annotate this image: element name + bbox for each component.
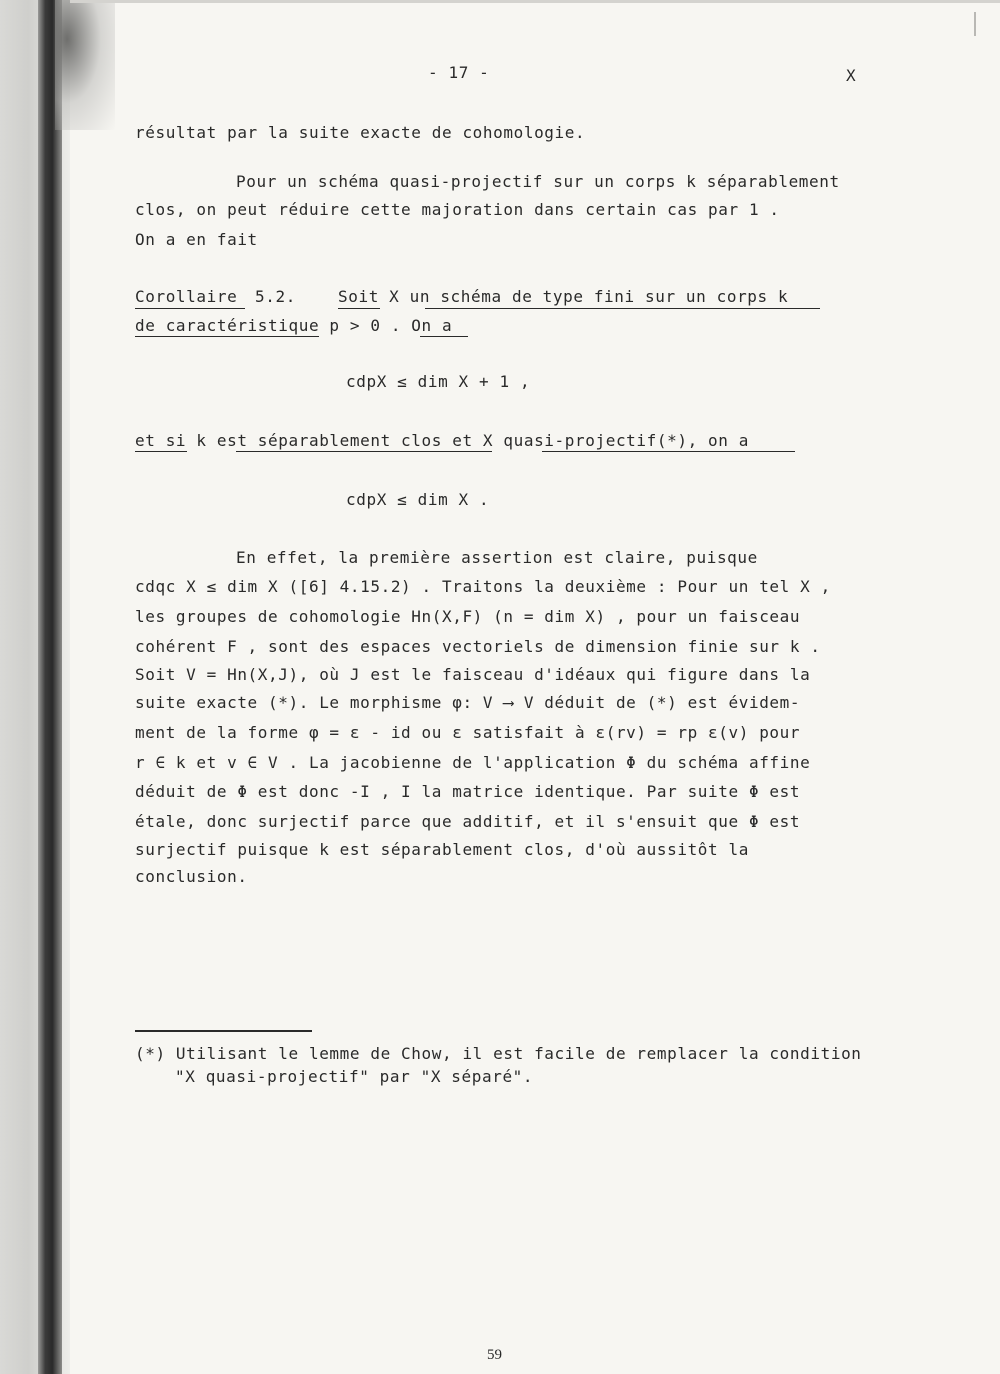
text-line: Pour un schéma quasi-projectif sur un corps k séparablement xyxy=(236,172,840,191)
underline xyxy=(135,308,245,309)
text-line: cohérent F , sont des espaces vectoriels de dimension finie sur k . xyxy=(135,637,821,656)
underline xyxy=(236,451,492,452)
page-number: 59 xyxy=(487,1347,502,1363)
formula-text: cdpX ≤ dim X . xyxy=(346,490,490,509)
text-line: clos, on peut réduire cette majoration dans certain cas par 1 . xyxy=(135,200,780,219)
section-letter: X xyxy=(846,66,857,85)
text-line: On a en fait xyxy=(135,230,258,249)
binding-shadow xyxy=(38,0,62,1374)
formula-cd-dim xyxy=(346,490,489,510)
text-line: suite exacte (*). Le morphisme φ: V ⟶ V déduit de (*) est évidem- xyxy=(135,693,801,712)
scan-blot xyxy=(55,0,115,130)
text-line: résultat par la suite exacte de cohomologie. xyxy=(135,123,586,142)
margin-mark xyxy=(974,12,976,36)
text-line: conclusion. xyxy=(135,867,248,886)
text-line: déduit de Φ est donc -I , I la matrice identique. Par suite Φ est xyxy=(135,782,801,801)
underline xyxy=(420,336,468,337)
text-line: En effet, la première assertion est claire, puisque xyxy=(236,548,758,567)
page-label: - 17 - xyxy=(428,63,490,82)
underline xyxy=(338,308,380,309)
text-line: les groupes de cohomologie Hn(X,F) (n = dim X) , pour un faisceau xyxy=(135,607,801,626)
footnote-line: (*) Utilisant le lemme de Chow, il est facile de remplacer la condition xyxy=(135,1044,862,1063)
top-edge xyxy=(70,0,1000,3)
text-line: surjectif puisque k est séparablement clos, d'où aussitôt la xyxy=(135,840,749,859)
underline xyxy=(542,451,795,452)
underline xyxy=(425,308,820,309)
footnote-line: "X quasi-projectif" par "X séparé". xyxy=(175,1067,534,1086)
text-line: Soit V = Hn(X,J), où J est le faisceau d'idéaux qui figure dans la xyxy=(135,665,811,684)
formula-cd-dim-plus-one xyxy=(346,372,530,392)
text-line: cdqc X ≤ dim X ([6] 4.15.2) . Traitons la deuxième : Pour un tel X , xyxy=(135,577,831,596)
corollary-number: 5.2. xyxy=(255,287,296,306)
corollary-label: Corollaire xyxy=(135,287,238,306)
corollary-text: Soit X un schéma de type fini sur un corps k xyxy=(338,287,789,306)
corollary-text: et si k est séparablement clos et X quasi-projectif(*), on a xyxy=(135,431,749,450)
formula-text: cdpX ≤ dim X + 1 , xyxy=(346,372,531,391)
underline xyxy=(135,336,319,337)
text-line: r ∈ k et v ∈ V . La jacobienne de l'application Φ du schéma affine xyxy=(135,753,811,772)
footnote-rule xyxy=(135,1030,312,1032)
text-line: ment de la forme φ = ε - id ou ε satisfait à ε(rv) = rp ε(v) pour xyxy=(135,723,801,742)
text-line: étale, donc surjectif parce que additif, et il s'ensuit que Φ est xyxy=(135,812,801,831)
corollary-text: de caractéristique p > 0 . On a xyxy=(135,316,453,335)
underline xyxy=(135,451,187,452)
